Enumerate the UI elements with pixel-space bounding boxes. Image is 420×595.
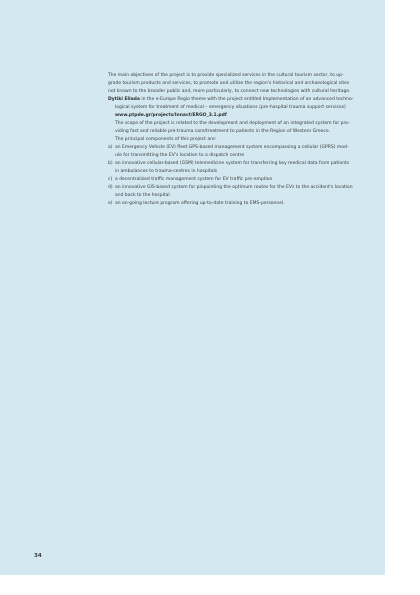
scope-paragraph [108,120,380,136]
project-name: Dytiki Ellada [108,97,140,102]
list-item-line-1: an on-going lecture program offering up-to-date training to EMS-personnel. [115,201,285,206]
intro-line-1: The main objectives of the project is to provide specialized services in the cultural tourism sector, to up- [108,73,344,78]
project-paragraph [108,96,380,112]
scope-line-2: viding fast and reliable pre-trauma care/treatment to patients in the Region of Western Greece. [115,129,331,134]
list-item-line-2: ule for transmitting the EV's location to a dispatch centre [115,153,245,158]
list-item [108,160,380,176]
project-line-1: in the e-Europe Regio theme with the project entitled Implementation of an advanced techno- [139,97,354,102]
intro-line-3: not known to the broader public and, more particularly, to connect new technologies with cultural heritage. [108,89,351,94]
list-item-line-2: and back to the hospital [115,193,170,198]
project-line-2: logical system for treatment of medical – emergency situations (pre-hospital trauma support services) [115,105,346,110]
list-marker: c) [108,177,113,182]
list-item-line-1: an innovative cellular-based (GSM) telemedicine system for transferring key medical data from patients [115,161,350,166]
intro-paragraph [108,72,380,96]
components-intro: The principal components of this project are: [115,137,217,142]
list-marker: d) [108,185,113,190]
list-marker: a) [108,145,113,150]
body-text [108,72,380,208]
intro-line-2: grade tourism products and services, to promote and utilize the region's historical and archaeological sites [108,81,350,86]
list-item [108,200,380,208]
list-item [108,144,380,160]
list-item-line-2: in ambulances to trauma-centres in hospitals [115,169,218,174]
list-marker: e) [108,201,113,206]
list-item-line-1: a decentralized traffic management system for EV traffic pre-emption [115,177,273,182]
project-url[interactable]: www.ptpde.gr/projects/Innact/ERGO_3.1.pdf [115,113,227,118]
scope-line-1: The scope of the project is related to the development and deployment of an integrated system for pro- [115,121,350,126]
page-number: 34 [34,553,42,559]
list-item-line-1: an Emergency Vehicle (EV) fleet GPS-based management system encompassing a cellular (GPRS) mod- [115,145,349,150]
list-marker: b) [108,161,113,166]
list-item [108,184,380,200]
list-item [108,176,380,184]
list-item-line-1: an innovative GIS-based system for pinpointing the optimum routes for the EVs to the accident's location [115,185,353,190]
